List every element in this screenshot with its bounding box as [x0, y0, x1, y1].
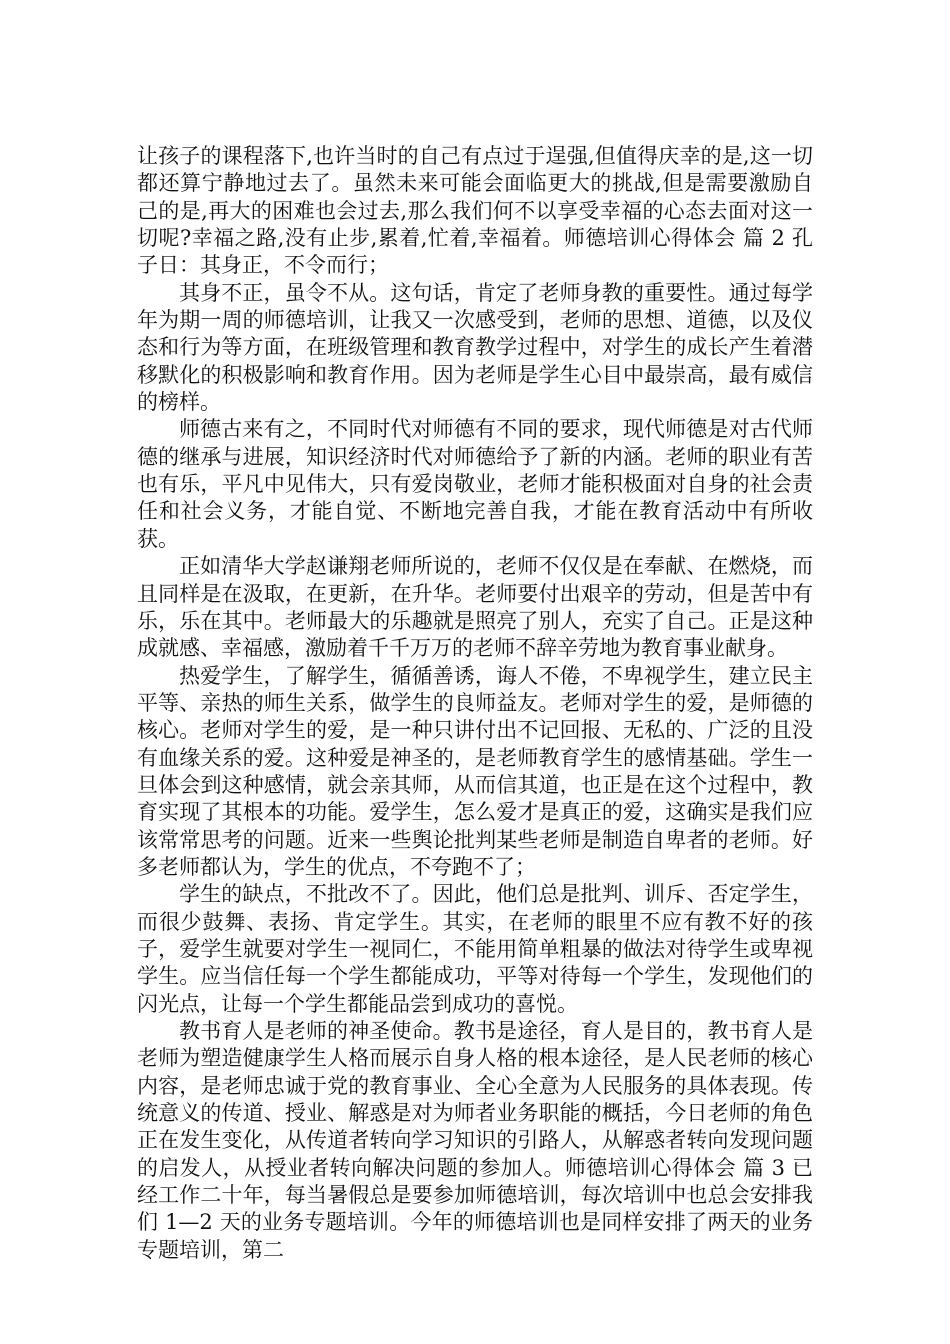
- paragraph-6: 学生的缺点，不批改不了。因此，他们总是批判、训斥、否定学生，而很少鼓舞、表扬、肯定学生。其实，在老师的眼里不应有教不好的孩子，爱学生就要对学生一视同仁，不能用简单粗暴的做法对待学生或卑视学生。应当信任每一个学生都能成功，平等对待每一个学生，发现他们的闪光点，让每一个学生都能品尝到成功的喜悦。: [137, 882, 813, 1016]
- paragraph-5: 热爱学生，了解学生，循循善诱，诲人不倦，不卑视学生，建立民主平等、亲热的师生关系，做学生的良师益友。老师对学生的爱，是师德的核心。老师对学生的爱，是一种只讲付出不记回报、无私的、广泛的且没有血缘关系的爱。这种爱是神圣的，是老师教育学生的感情基础。学生一旦体会到这种感情，就会亲其师，从而信其道，也正是在这个过程中，教育实现了其根本的功能。爱学生，怎么爱才是真正的爱，这确实是我们应该常常思考的问题。近来一些舆论批判某些老师是制造自卑者的老师。好多老师都认为，学生的优点，不夸跑不了；: [137, 663, 813, 879]
- paragraph-7: 教书育人是老师的神圣使命。教书是途径，育人是目的，教书育人是老师为塑造健康学生人格而展示自身人格的根本途径，是人民老师的核心内容，是老师忠诚于党的教育事业、全心全意为人民服务的具体表现。传统意义的传道、授业、解惑是对为师者业务职能的概括，今日老师的角色正在发生变化，从传道者转向学习知识的引路人，从解惑者转向发现问题的启发人，从授业者转向解决问题的参加人。师德培训心得体会 篇 3 已经工作二十年，每当暑假总是要参加师德培训，每次培训中也总会安排我们 1—2 天的业务专题培训。今年的师德培训也是同样安排了两天的业务专题培训，第二: [137, 1019, 813, 1262]
- paragraph-4: 正如清华大学赵谦翔老师所说的，老师不仅仅是在奉献、在燃烧，而且同样是在汲取，在更新，在升华。老师要付出艰辛的劳动，但是苦中有乐，乐在其中。老师最大的乐趣就是照亮了别人，充实了自己。正是这种成就感、幸福感，激励着千千万万的老师不辞辛劳地为教育事业献身。: [137, 554, 813, 661]
- paragraph-3: 师德古来有之，不同时代对师德有不同的要求，现代师德是对古代师德的继承与进展，知识经济时代对师德给予了新的内涵。老师的职业有苦也有乐，平凡中见伟大，只有爱岗敬业，老师才能积极面对自身的社会责任和社会义务，才能自觉、不断地完善自我，才能在教育活动中有所收获。: [137, 417, 813, 551]
- paragraph-1: 让孩子的课程落下,也许当时的自己有点过于逞强,但值得庆幸的是,这一切都还算宁静地过去了。虽然未来可能会面临更大的挑战,但是需要激励自己的是,再大的困难也会过去,那么我们何不以享受幸福的心态去面对这一切呢?幸福之路,没有止步,累着,忙着,幸福着。师德培训心得体会 篇 2 孔子日：其身正，不令而行；: [137, 144, 813, 278]
- paragraph-2: 其身不正，虽令不从。这句话，肯定了老师身教的重要性。通过每学年为期一周的师德培训，让我又一次感受到，老师的思想、道德，以及仪态和行为等方面，在班级管理和教育教学过程中，对学生的成长产生着潜移默化的积极影响和教育作用。因为老师是学生心目中最崇高，最有威信的榜样。: [137, 280, 813, 415]
- document-page: [137, 143, 813, 1264]
